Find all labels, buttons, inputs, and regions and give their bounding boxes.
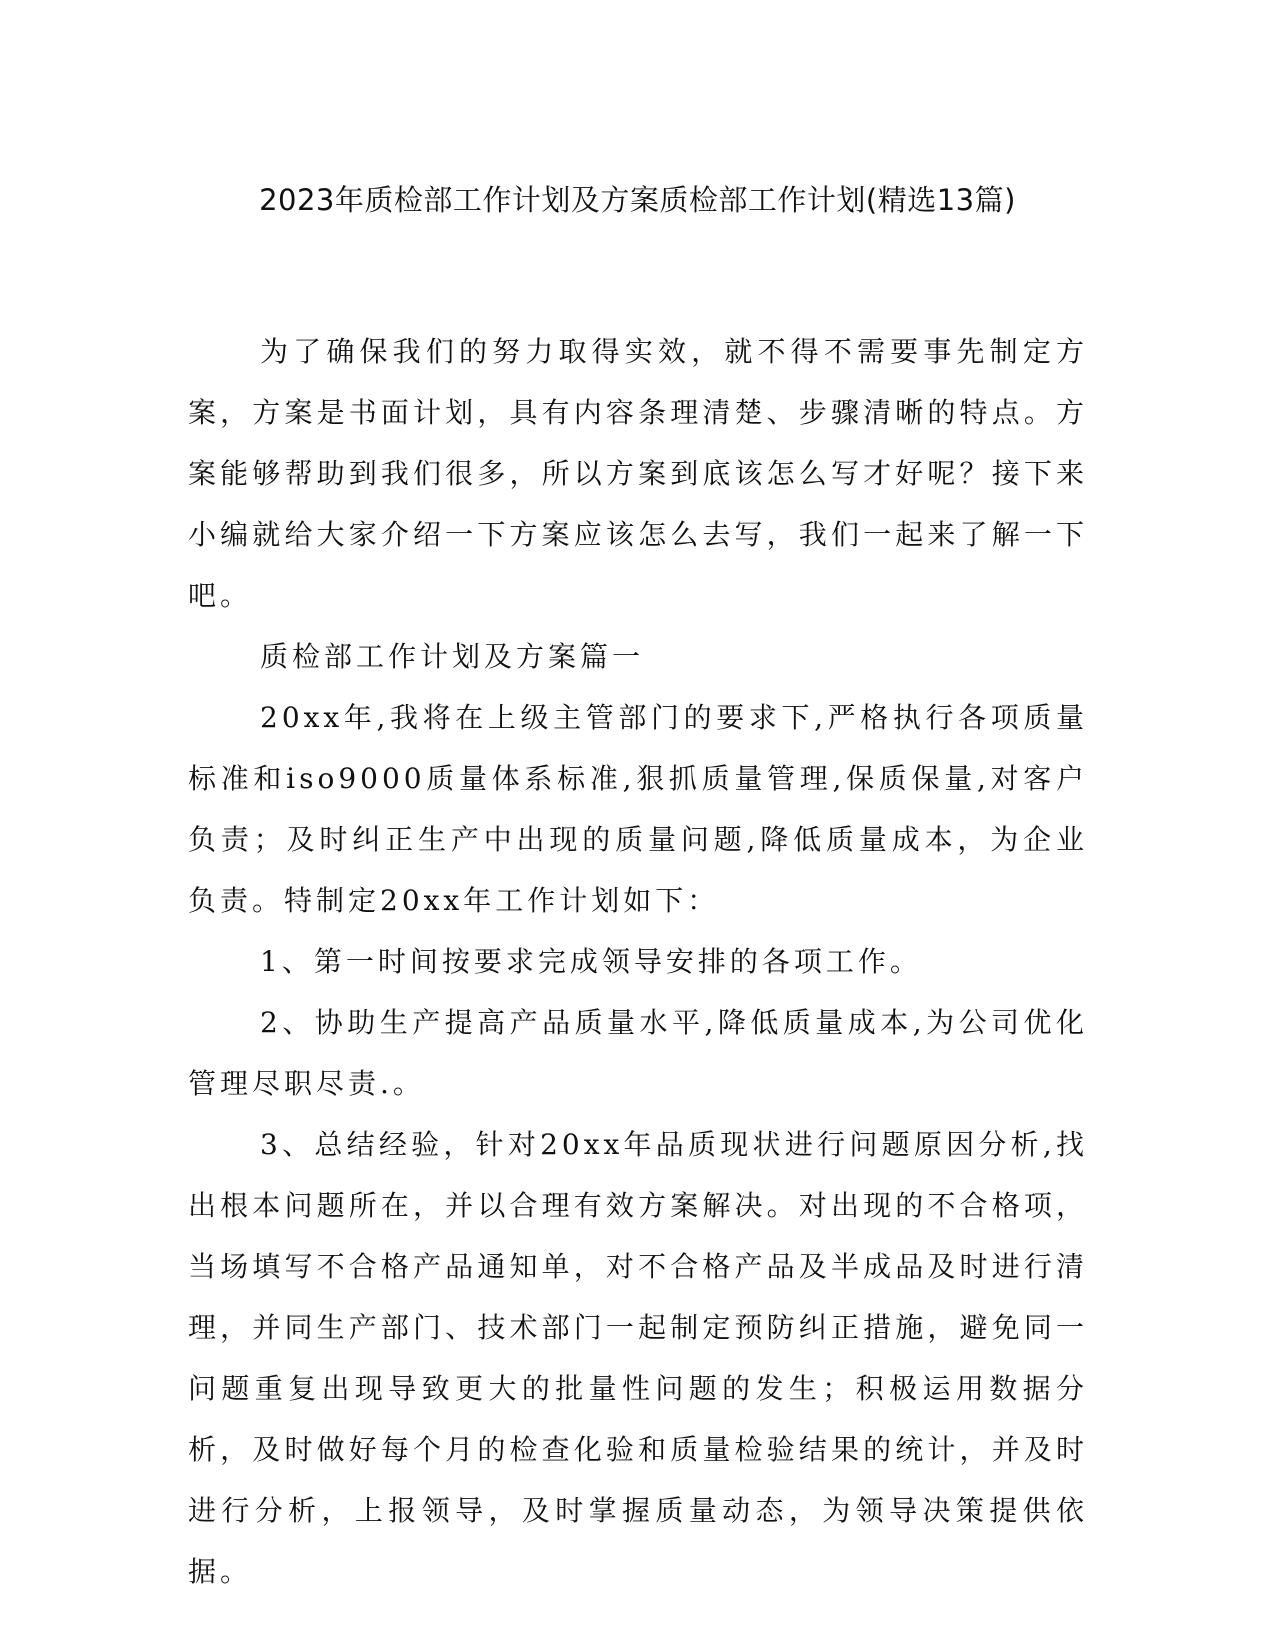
document-body [188,321,1088,1602]
plan-paragraph: 20xx年,我将在上级主管部门的要求下,严格执行各项质量标准和iso9000质量体系标准,狠抓质量管理,保质保量,对客户负责；及时纠正生产中出现的质量问题,降低质量成本，为企业负责。特制定20xx年工作计划如下： [188,701,1088,917]
list-item-2: 2、协助生产提高产品质量水平,降低质量成本,为公司优化管理尽职尽责.。 [188,1006,1088,1100]
section-heading: 质检部工作计划及方案篇一 [260,640,645,673]
intro-paragraph: 为了确保我们的努力取得实效，就不得不需要事先制定方案，方案是书面计划，具有内容条理清楚、步骤清晰的特点。方案能够帮助到我们很多，所以方案到底该怎么写才好呢？接下来小编就给大家介绍一下方案应该怎么去写，我们一起来了解一下吧。 [188,335,1088,612]
document-title: 2023年质检部工作计划及方案质检部工作计划(精选13篇) [259,183,1016,217]
list-item-1: 1、第一时间按要求完成领导安排的各项工作。 [260,945,922,978]
list-item-3: 3、总结经验，针对20xx年品质现状进行问题原因分析,找出根本问题所在，并以合理有效方案解决。对出现的不合格项，当场填写不合格产品通知单，对不合格产品及半成品及时进行清理，并同生产部门、技术部门一起制定预防纠正措施，避免同一问题重复出现导致更大的批量性问题的发生；积极运用数据分析，及时做好每个月的检查化验和质量检验结果的统计，并及时进行分析，上报领导，及时掌握质量动态，为领导决策提供依据。 [188,1128,1088,1588]
